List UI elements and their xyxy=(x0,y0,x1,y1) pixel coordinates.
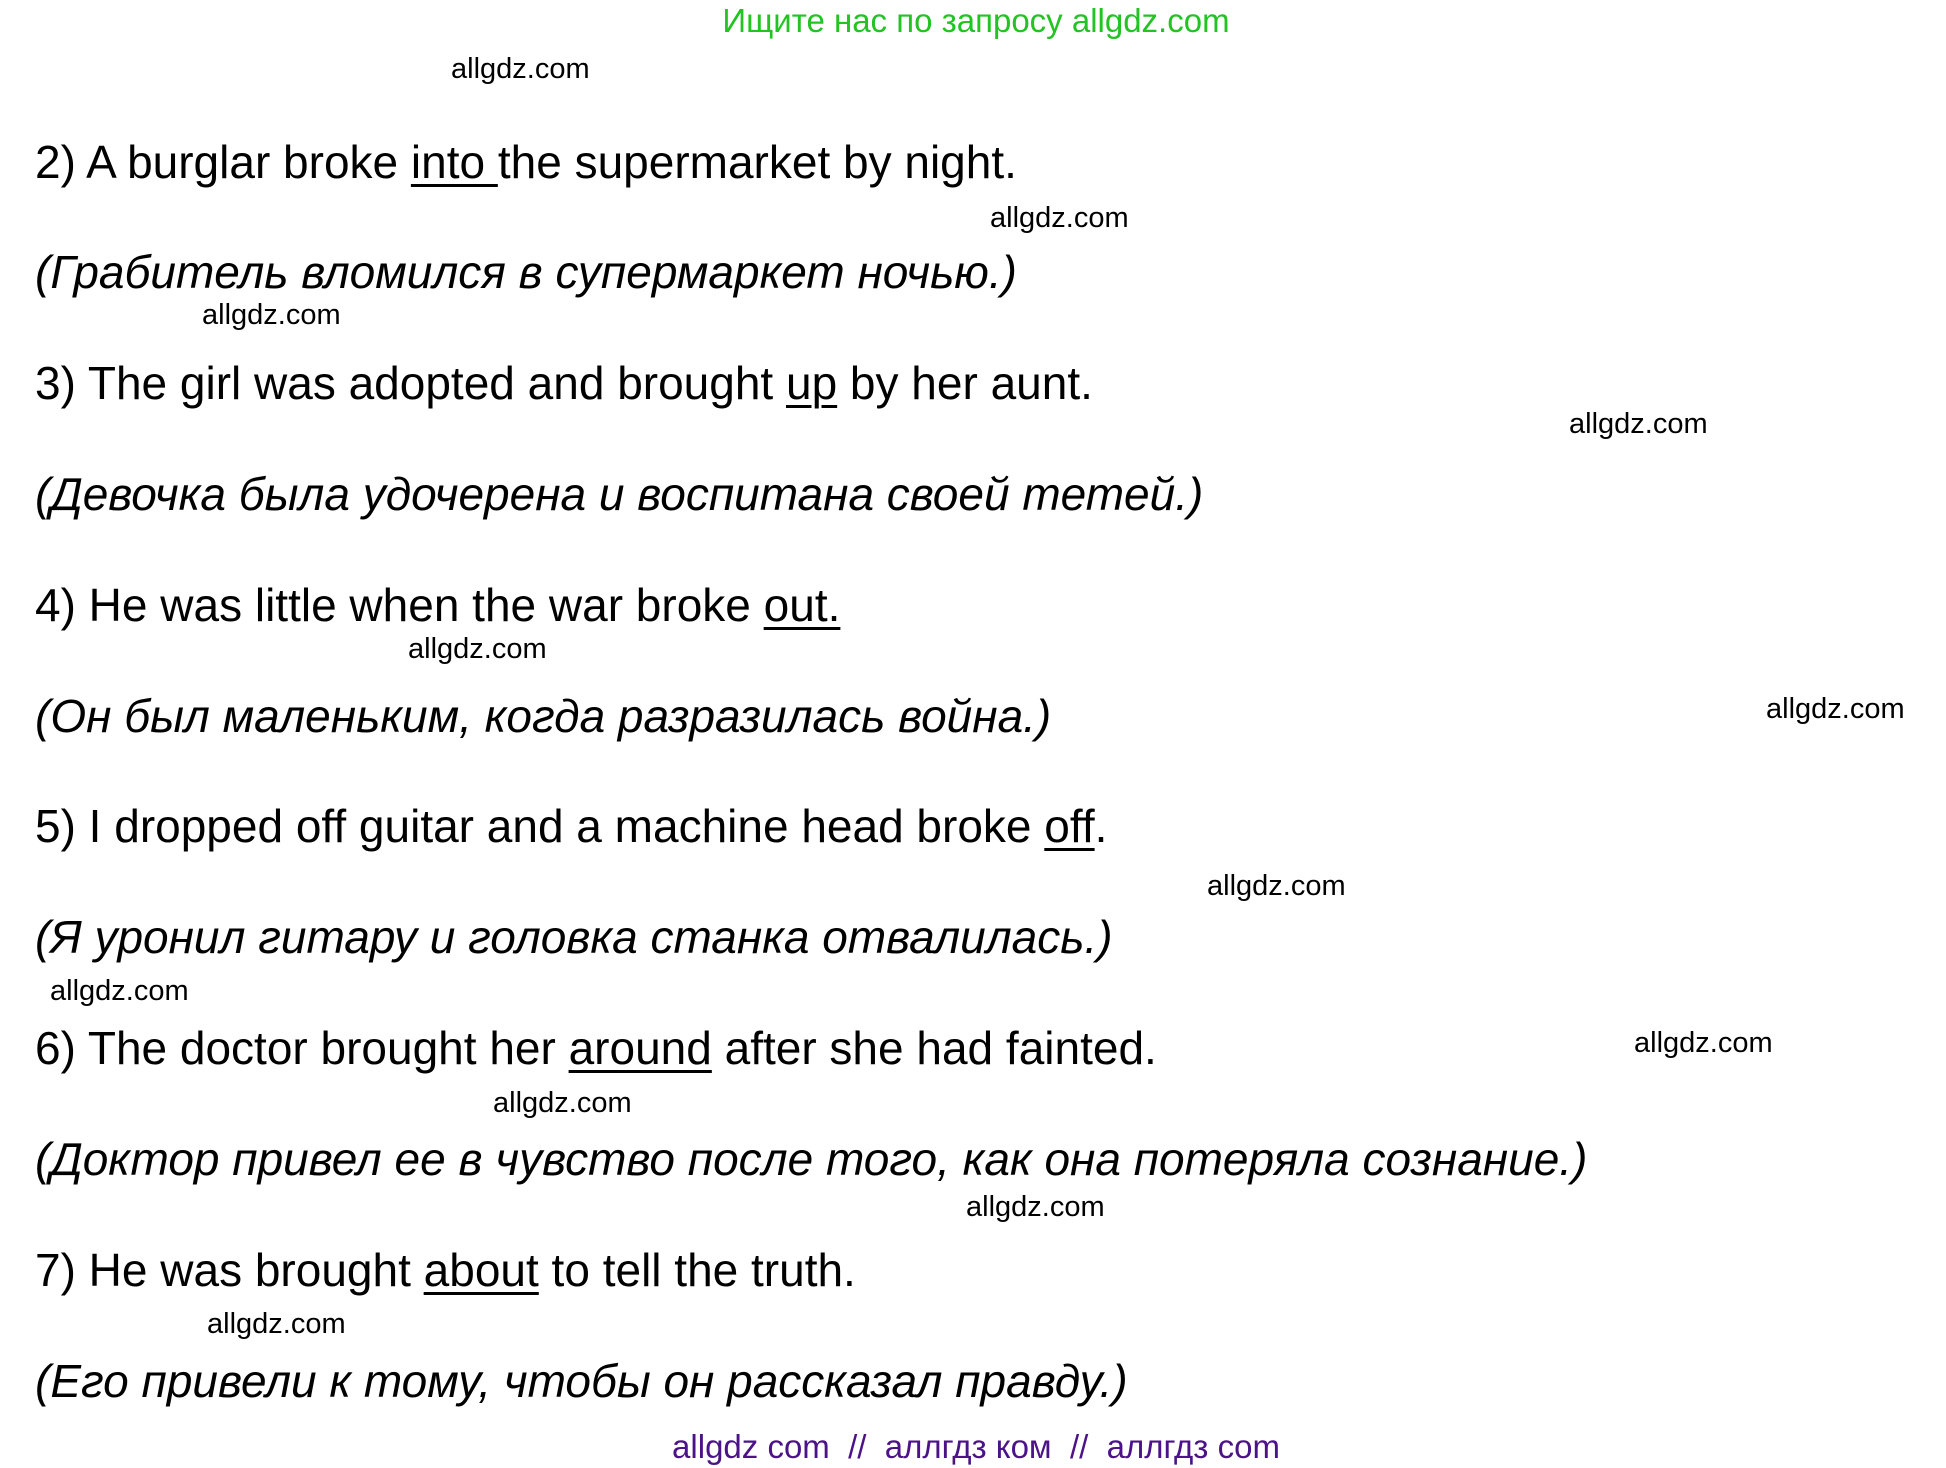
answer-word: about xyxy=(423,1244,539,1296)
watermark: allgdz.com xyxy=(50,975,189,1007)
translation-3: (Девочка была удочерена и воспитана своей тетей.) xyxy=(35,468,1204,520)
watermark: allgdz.com xyxy=(202,299,341,331)
watermark: allgdz.com xyxy=(1766,693,1905,725)
watermark: allgdz.com xyxy=(1207,870,1346,902)
watermark: allgdz.com xyxy=(408,633,547,665)
sentence-text: after she had fainted. xyxy=(711,1022,1157,1074)
sentence-text: by her aunt. xyxy=(837,357,1093,409)
translation-4: (Он был маленьким, когда разразилась война.) xyxy=(35,690,1052,742)
sentence-2 xyxy=(35,132,1017,192)
translation-5: (Я уронил гитару и головка станка отвалилась.) xyxy=(35,911,1113,963)
translation-2: (Грабитель вломился в супермаркет ночью.) xyxy=(35,246,1017,298)
watermark: allgdz.com xyxy=(1634,1027,1773,1059)
watermark: allgdz.com xyxy=(207,1308,346,1340)
sentence-4 xyxy=(35,575,840,635)
translation-7: (Его привели к тому, чтобы он рассказал правду.) xyxy=(35,1355,1128,1407)
sentence-text: 7) He was brought xyxy=(35,1244,424,1296)
sentence-text: to tell the truth. xyxy=(538,1244,856,1296)
sentence-text: . xyxy=(1094,800,1108,852)
answer-word: off xyxy=(1044,800,1095,852)
sentence-6 xyxy=(35,1018,1157,1078)
footer-watermark: allgdz com // аллгдз ком // аллгдз com xyxy=(672,1428,1280,1465)
sentence-5 xyxy=(35,796,1107,856)
search-banner: Ищите нас по запросу allgdz.com xyxy=(722,2,1230,39)
sentence-text: 6) The doctor brought her xyxy=(35,1022,569,1074)
sentence-text: 2) A burglar broke xyxy=(35,136,411,188)
watermark: allgdz.com xyxy=(990,202,1129,234)
sentence-7 xyxy=(35,1240,856,1300)
answer-word: up xyxy=(785,357,838,409)
answer-word: into xyxy=(410,136,498,188)
sentence-text: 4) He was little when the war broke xyxy=(35,579,764,631)
sentence-text: the supermarket by night. xyxy=(497,136,1017,188)
sentence-text: 3) The girl was adopted and brought xyxy=(35,357,786,409)
watermark: allgdz.com xyxy=(1569,408,1708,440)
watermark: allgdz.com xyxy=(493,1087,632,1119)
answer-word: around xyxy=(568,1022,712,1074)
watermark: allgdz.com xyxy=(451,53,590,85)
sentence-3 xyxy=(35,353,1093,413)
sentence-text: 5) I dropped off guitar and a machine head broke xyxy=(35,800,1045,852)
translation-6: (Доктор привел ее в чувство после того, как она потеряла сознание.) xyxy=(35,1133,1588,1185)
watermark: allgdz.com xyxy=(966,1191,1105,1223)
answer-word: out. xyxy=(763,579,841,631)
